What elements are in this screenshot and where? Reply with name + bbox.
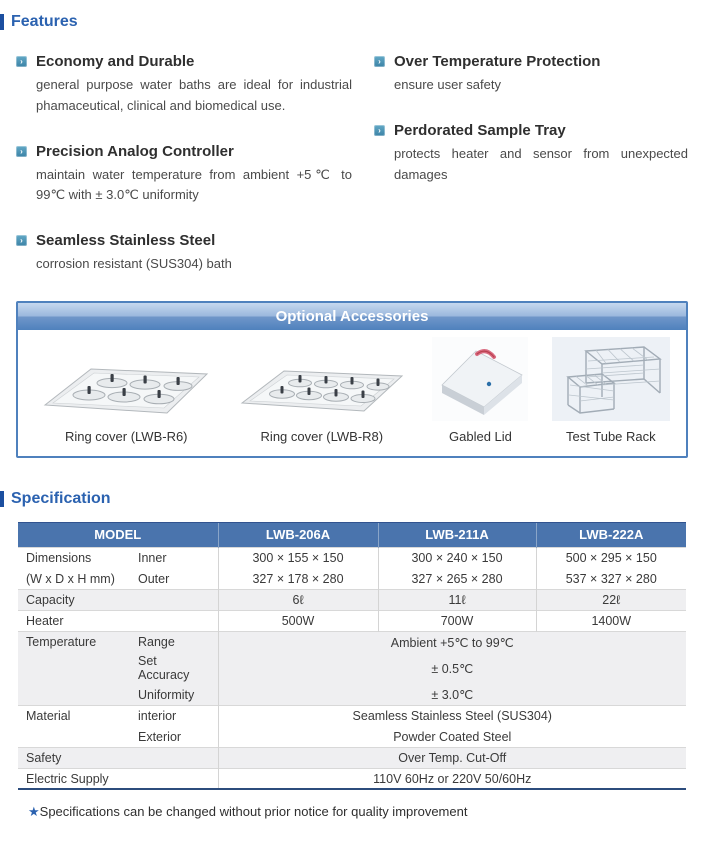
table-row [18,726,686,747]
star-icon: ★ [28,804,40,820]
feature-description: ensure user safety [394,77,501,92]
feature-description: general purpose water baths are ideal for industrial phamaceutical, clinical and biomedical use. [36,77,352,113]
row-sublabel: Set Accuracy [130,652,218,684]
accessory-gabled-lid [417,337,544,444]
table-row [18,610,686,631]
row-sublabel: Outer [130,568,218,589]
specification-footnote [28,804,704,820]
model-column-header: LWB-206A [218,522,378,547]
row-sublabel: Range [130,631,218,652]
ring-cover-r8-image [236,345,408,421]
footnote-text: Specifications can be changed without prior notice for quality improvement [39,804,468,820]
features-title-text: Features [11,13,78,30]
table-row [18,684,686,705]
cell-value: 327 × 265 × 280 [378,568,536,589]
row-label [18,726,130,747]
feature-bullet-icon: › [16,56,27,67]
table-row [18,568,686,589]
optional-accessories-panel [16,301,688,458]
optional-accessories-header: Optional Accessories [18,303,686,330]
ring-cover-r6-image [37,345,215,421]
table-row [18,768,686,789]
feature-sample-tray [374,122,688,186]
cell-value: 537 × 327 × 280 [536,568,686,589]
table-row [18,705,686,726]
model-header-cell: MODEL [18,522,218,547]
accessory-caption: Test Tube Rack [566,428,656,444]
feature-description: maintain water temperature from ambient +5℃ to 99℃ with ± 3.0℃ uniformity [36,166,352,203]
cell-value: Over Temp. Cut-Off [218,747,686,768]
cell-value: 500 × 295 × 150 [536,547,686,568]
features-list [0,31,704,301]
table-row [18,631,686,652]
feature-bullet-icon: › [16,235,27,246]
feature-heading: Over Temperature Protection [394,53,601,70]
cell-value: 300 × 240 × 150 [378,547,536,568]
row-label: Temperature [18,631,130,652]
accessory-ring-cover-r8 [226,345,417,444]
row-sublabel: Exterior [130,726,218,747]
table-header-row [18,522,686,547]
feature-bullet-icon: › [374,56,385,67]
specification-table [18,522,686,791]
row-label: Dimensions [18,547,130,568]
cell-value: 110V 60Hz or 220V 50/60Hz [218,768,686,789]
row-label: Material [18,705,130,726]
table-row [18,547,686,568]
row-sublabel: interior [130,705,218,726]
feature-heading: Economy and Durable [36,53,195,70]
accessory-caption: Ring cover (LWB-R6) [64,428,188,444]
cell-value: ± 3.0℃ [218,684,686,705]
cell-value: Ambient +5℃ to 99℃ [218,631,686,652]
feature-heading: Precision Analog Controller [36,142,234,160]
model-column-header: LWB-222A [536,522,686,547]
features-section-title [0,13,704,31]
cell-value: 22ℓ [536,589,686,610]
cell-value: 1400W [536,610,686,631]
accessory-caption: Gabled Lid [449,428,512,444]
row-label: Capacity [18,589,218,610]
feature-heading: Seamless Stainless Steel [36,232,216,250]
accessory-ring-cover-r6 [26,345,226,444]
row-label: (W x D x H mm) [18,568,130,589]
row-label: Electric Supply [18,768,218,789]
row-label: Heater [18,610,218,631]
cell-value: 6ℓ [218,589,378,610]
feature-bullet-icon: › [374,125,385,136]
test-tube-rack-image [552,337,670,421]
feature-stainless [16,232,352,275]
cell-value: 500W [218,610,378,631]
cell-value: 11ℓ [378,589,536,610]
row-label: Safety [18,747,218,768]
gabled-lid-image [432,337,528,421]
title-accent-bar [0,14,4,30]
cell-value: ± 0.5℃ [218,652,686,684]
feature-economy [16,53,352,117]
feature-heading: Perdorated Sample Tray [394,121,566,139]
feature-description: corrosion resistant (SUS304) bath [36,256,232,272]
cell-value: Seamless Stainless Steel (SUS304) [218,705,686,726]
specification-title-text: Specification [11,489,111,507]
feature-description: protects heater and sensor from unexpected damages [394,145,688,182]
feature-controller [16,143,352,207]
row-label [18,652,130,684]
row-label [18,684,130,705]
model-column-header: LWB-211A [378,522,536,547]
cell-value: 300 × 155 × 150 [218,547,378,568]
accessory-caption: Ring cover (LWB-R8) [260,428,384,444]
cell-value: 327 × 178 × 280 [218,568,378,589]
title-accent-bar [0,491,4,507]
row-sublabel: Uniformity [130,684,218,705]
cell-value: 700W [378,610,536,631]
feature-over-temp [374,53,688,96]
row-sublabel: Inner [130,547,218,568]
table-row [18,652,686,684]
table-row [18,589,686,610]
specification-section-title [0,490,704,508]
table-row [18,747,686,768]
feature-bullet-icon: › [16,146,27,157]
cell-value: Powder Coated Steel [218,726,686,747]
accessory-test-tube-rack [544,337,678,444]
